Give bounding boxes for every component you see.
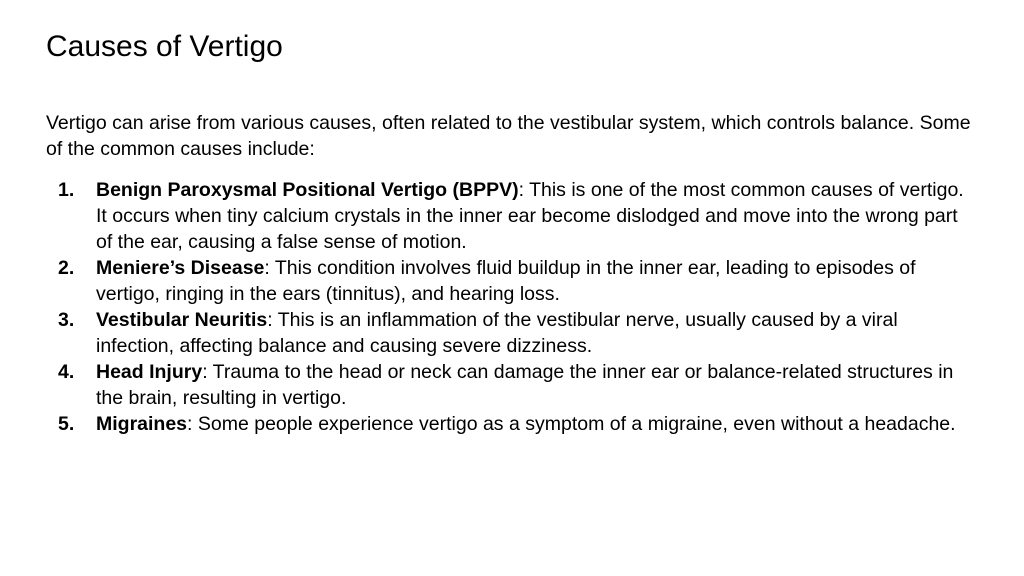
cause-item-vestibular-neuritis bbox=[46, 307, 976, 359]
cause-name: Benign Paroxysmal Positional Vertigo (BPPV) bbox=[96, 179, 519, 201]
causes-list bbox=[46, 177, 976, 437]
cause-number: 1. bbox=[58, 179, 75, 201]
cause-number: 4. bbox=[58, 361, 75, 383]
cause-item-bppv bbox=[46, 177, 976, 255]
cause-name: Migraines bbox=[96, 413, 188, 435]
cause-description: : This is an inflammation of the vestibular nerve, usually caused by a viral infection, affecting balance and causing severe dizziness. bbox=[96, 309, 898, 357]
cause-description: : Trauma to the head or neck can damage the inner ear or balance-related structures in the brain, resulting in vertigo. bbox=[96, 361, 954, 409]
cause-item-menieres-disease bbox=[46, 255, 976, 307]
cause-item-migraines bbox=[46, 411, 976, 437]
cause-description: : This condition involves fluid buildup in the inner ear, leading to episodes of vertigo, ringing in the ears (tinnitus), and hearing loss. bbox=[96, 257, 916, 305]
cause-number: 5. bbox=[58, 413, 75, 435]
intro-paragraph: Vertigo can arise from various causes, often related to the vestibular system, which controls balance. Some of the common causes include: bbox=[46, 112, 971, 160]
cause-description: : Some people experience vertigo as a symptom of a migraine, even without a headache. bbox=[187, 413, 956, 435]
cause-item-head-injury bbox=[46, 359, 976, 411]
cause-number: 2. bbox=[58, 257, 75, 279]
cause-name: Head Injury bbox=[96, 361, 203, 383]
cause-number: 3. bbox=[58, 309, 75, 331]
cause-name: Vestibular Neuritis bbox=[96, 309, 268, 331]
cause-description: : This is one of the most common causes of vertigo. It occurs when tiny calcium crystals in the inner ear become dislodged and move into the wrong part of the ear, causing a false sense of motion. bbox=[96, 179, 964, 253]
slide-title: Causes of Vertigo bbox=[46, 30, 283, 63]
cause-name: Meniere’s Disease bbox=[96, 257, 265, 279]
